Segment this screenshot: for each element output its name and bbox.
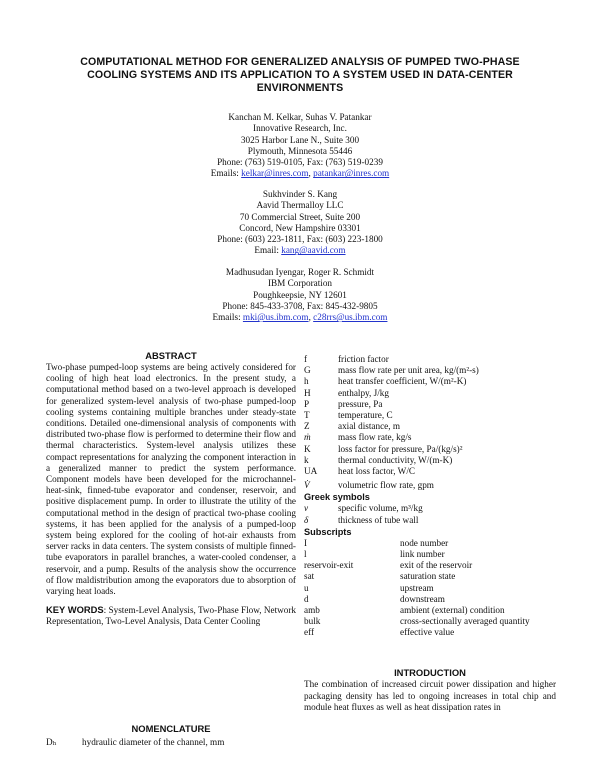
keywords-label: KEY WORDS: [46, 604, 104, 616]
nomenclature-row: [304, 410, 556, 421]
emails-label: Emails:: [210, 168, 239, 179]
author-names: Madhusudan Iyengar, Roger R. Schmidt: [225, 267, 375, 277]
author-phone: Phone: (603) 223-1811, Fax: (603) 223-1800: [217, 234, 383, 245]
author-address: Concord, New Hampshire 03301: [239, 222, 361, 233]
nomenclature-symbol: G: [304, 365, 311, 376]
nomenclature-description: hydraulic diameter of the channel, mm: [82, 737, 225, 747]
nomenclature-symbol: f: [304, 354, 308, 364]
nomenclature-symbol: h: [304, 376, 309, 387]
subscript-description: exit of the reservoir: [400, 560, 473, 571]
nomenclature-symbol: P: [304, 398, 310, 409]
nomenclature-heading: NOMENCLATURE: [131, 723, 211, 734]
introduction-text: The combination of increased circuit power dissipation and higher packaging density has led to ongoing increases in total chip and module heat fluxes as well as heat dissipation rates in: [304, 679, 556, 713]
abstract-text: Two-phase pumped-loop systems are being actively considered for cooling of high heat load electronics. In the present study, a computational method based on a two-level approach is developed for generalized system-level analysis of two-phase pumped-loop cooling systems containing multiple branches under steady-state conditions. Detailed one-dimensional analysis of components with distributed two-phase flow is performed to determine their flow and thermal characteristics. System-level analysis utilizes these compact representations for analyzing the component interaction in a generalized manner to predict the system performance. Component models have been developed for the microchannel-heat-sink, finned-tube evaporator and condenser, reservoir, and positive displacement pump. In order to illustrate the utility of the computational method in the design of practical two-phase cooling systems, it has been applied for the analysis of a pumped-loop system being explored for the cooling of hot-air exhausts from server racks in data centers. The system consists of multiple finned-tube evaporators in parallel branches, a water-cooled condenser, a reservoir, and a pump. Results of the analysis show the occurrence of flow maldistribution among the evaporators due to absorption of varying heat loads.: [46, 362, 296, 597]
subscript-description: upstream: [400, 582, 434, 593]
nomenclature-symbol: H: [304, 387, 311, 398]
nomenclature-symbol: K: [304, 443, 311, 454]
subscript-description: saturation state: [400, 571, 456, 582]
author-block-2: [150, 189, 450, 257]
author-phone: Phone: (763) 519-0105, Fax: (763) 519-0239: [217, 157, 383, 168]
subscript-row: [304, 583, 556, 594]
author-block-1: [150, 112, 450, 180]
email-separator: ,: [308, 312, 311, 323]
nomenclature-symbol: k: [304, 454, 309, 465]
email-link[interactable]: c28rrs@us.ibm.com: [313, 312, 388, 323]
nomenclature-row: [304, 376, 556, 387]
nomenclature-description: heat transfer coefficient, W/(m²-K): [338, 376, 467, 387]
subscript-description: cross-sectionally averaged quantity: [400, 616, 530, 627]
nomenclature-symbol: T: [304, 410, 310, 421]
subscript-row: [304, 616, 556, 627]
nomenclature-description: mass flow rate per unit area, kg/(m²-s): [338, 365, 479, 376]
right-column: [304, 354, 556, 639]
nomenclature-row: [46, 737, 224, 748]
nomenclature-description: volumetric flow rate, gpm: [338, 480, 434, 491]
subscript-description: node number: [400, 537, 449, 548]
author-address: Poughkeepsie, NY 12601: [253, 289, 347, 300]
nomenclature-symbol: V̇: [304, 480, 310, 491]
nomenclature-description: mass flow rate, kg/s: [338, 432, 412, 443]
nomenclature-description: friction factor: [338, 354, 389, 364]
nomenclature-row: [304, 421, 556, 432]
author-address: 3025 Harbor Lane N., Suite 300: [240, 134, 360, 145]
nomenclature-description: temperature, C: [338, 410, 393, 421]
greek-symbols-heading: Greek symbols: [304, 492, 370, 503]
subscript-row: [304, 560, 556, 571]
nomenclature-row: [304, 365, 556, 376]
nomenclature-symbol: ν: [304, 503, 309, 514]
subscript-description: link number: [400, 549, 445, 560]
author-emails: [150, 245, 450, 256]
nomenclature-description: thickness of tube wall: [338, 514, 419, 525]
nomenclature-description: specific volume, m³/kg: [338, 503, 423, 514]
author-address: Plymouth, Minnesota 55446: [247, 145, 353, 156]
author-names: Kanchan M. Kelkar, Suhas V. Patankar: [228, 112, 372, 122]
subscript-row: [304, 549, 556, 560]
nomenclature-row: [304, 388, 556, 399]
nomenclature-row: [304, 354, 556, 365]
nomenclature-description: thermal conductivity, W/(m-K): [338, 454, 453, 465]
subscript-description: downstream: [400, 593, 445, 604]
email-separator: ,: [308, 168, 311, 179]
emails-label: Email:: [254, 245, 279, 256]
nomenclature-row: [304, 444, 556, 455]
subscript-description: ambient (external) condition: [400, 605, 505, 616]
nomenclature-description: loss factor for pressure, Pa/(kg/s)²: [338, 443, 463, 454]
abstract-heading: ABSTRACT: [145, 350, 197, 361]
nomenclature-description: enthalpy, J/kg: [338, 387, 389, 398]
author-org: IBM Corporation: [267, 278, 333, 289]
email-link[interactable]: mki@us.ibm.com: [242, 312, 309, 323]
nomenclature-row: [304, 399, 556, 410]
subscript-row: [304, 627, 556, 638]
email-link[interactable]: kang@aavid.com: [281, 245, 346, 256]
author-emails: [150, 168, 450, 179]
nomenclature-symbol: UA: [304, 466, 318, 477]
subscript-row: [304, 605, 556, 616]
nomenclature-row: [304, 432, 556, 443]
email-link[interactable]: patankar@inres.com: [313, 168, 390, 179]
author-names: Sukhvinder S. Kang: [262, 189, 338, 199]
subscript-symbol: amb: [304, 605, 320, 616]
emails-label: Emails:: [212, 312, 241, 323]
nomenclature-row: [304, 466, 556, 477]
left-column: [46, 350, 296, 628]
email-link[interactable]: kelkar@inres.com: [241, 168, 309, 179]
nomenclature-symbol: Z: [304, 421, 310, 432]
subscript-description: effective value: [400, 627, 455, 638]
nomenclature-symbol: ṁ: [304, 432, 311, 443]
nomenclature-row: [304, 455, 556, 466]
subscript-symbol: bulk: [304, 616, 321, 627]
nomenclature-row: [304, 503, 556, 514]
author-org: Aavid Thermalloy LLC: [256, 200, 344, 211]
nomenclature-description: heat loss factor, W/C: [338, 466, 416, 477]
subscript-symbol: I: [304, 537, 308, 548]
author-phone: Phone: 845-433-3708, Fax: 845-432-9805: [222, 300, 378, 311]
subscript-symbol: l: [304, 549, 307, 560]
nomenclature-description: axial distance, m: [338, 421, 400, 432]
nomenclature-description: pressure, Pa: [338, 398, 383, 409]
nomenclature-symbol: δ: [304, 514, 309, 525]
paper-title: COMPUTATIONAL METHOD FOR GENERALIZED ANALYSIS OF PUMPED TWO-PHASE COOLING SYSTEMS AND ITS APPLICATION TO A SYSTEM USED IN DATA-CENTER ENVIRONMENTS: [80, 56, 520, 94]
author-address: 70 Commercial Street, Suite 200: [239, 211, 361, 222]
subscript-symbol: sat: [304, 571, 315, 582]
nomenclature-row: [304, 515, 556, 526]
introduction-heading: INTRODUCTION: [394, 667, 466, 678]
nomenclature-row: [304, 480, 556, 491]
subscript-symbol: eff: [304, 627, 315, 638]
subscripts-heading: Subscripts: [304, 526, 352, 537]
subscript-row: [304, 594, 556, 605]
subscript-row: [304, 571, 556, 582]
author-block-3: [150, 267, 450, 323]
keywords: [46, 604, 296, 627]
keywords-text: : System-Level Analysis, Two-Phase Flow, Network Representation, Two-Level Analysis, Data Center Cooling: [46, 605, 296, 627]
nomenclature-symbol: Dₕ: [46, 737, 57, 747]
subscript-symbol: reservoir-exit: [304, 560, 354, 571]
author-emails: [150, 312, 450, 323]
subscript-symbol: d: [304, 593, 309, 604]
subscript-symbol: u: [304, 582, 309, 593]
subscript-row: [304, 538, 556, 549]
author-org: Innovative Research, Inc.: [253, 123, 347, 134]
